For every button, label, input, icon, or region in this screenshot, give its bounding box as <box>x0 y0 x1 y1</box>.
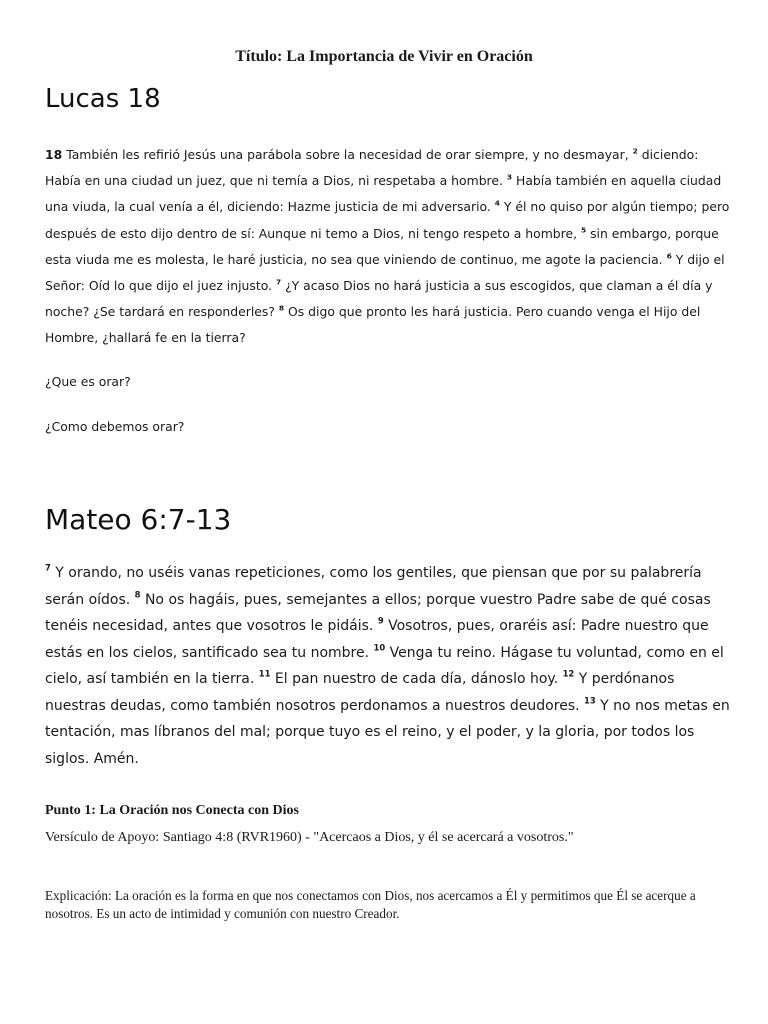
verse-text: Y dijo el Señor: Oíd lo que dijo el juez injusto. <box>45 251 725 294</box>
verse-number: 7 <box>45 562 51 573</box>
verse-number: 12 <box>562 668 575 679</box>
verse-number: 13 <box>584 695 596 706</box>
verse-number: 4 <box>494 198 500 208</box>
document-title: Título: La Importancia de Vivir en Oración <box>235 48 533 65</box>
verse-number: 6 <box>666 251 672 261</box>
mateo-passage <box>45 560 730 772</box>
lucas-passage <box>45 142 730 352</box>
verse-number: 11 <box>258 668 271 679</box>
verse-text: Había también en aquella ciudad una viuda, la cual venía a él, diciendo: Hazme justicia de mi adversario. <box>45 173 722 215</box>
verse-text: No os hagáis, pues, semejantes a ellos; porque vuestro Padre sabe de qué cosas tenéis necesidad, antes que vosotros le pidáis. <box>45 591 711 634</box>
verse-text: Os digo que pronto les hará justicia. Pero cuando venga el Hijo del Hombre, ¿hallará fe en la tierra? <box>45 304 701 346</box>
verse-text: Vosotros, pues, oraréis así: Padre nuestro que estás en los cielos, santificado sea tu nombre. <box>45 618 709 661</box>
verse-text: sin embargo, porque esta viuda me es molesta, le haré justicia, no sea que viniendo de continuo, me agote la paciencia. <box>45 225 719 267</box>
verse-text: Y él no quiso por algún tiempo; pero después de esto dijo dentro de sí: Aunque ni temo a Dios, ni tengo respeto a hombre, <box>45 199 730 241</box>
verse-number: 5 <box>580 225 587 235</box>
lucas-heading: Lucas 18 <box>45 84 161 114</box>
question-how-to-pray: ¿Como debemos orar? <box>45 419 185 434</box>
verse-text: También les refirió Jesús una parábola sobre la necesidad de orar siempre, y no desmayar, <box>62 147 633 162</box>
verse-text: ¿Y acaso Dios no hará justicia a sus escogidos, que claman a él día y noche? ¿Se tardará en responderles? <box>45 278 713 320</box>
point-1-explanation: Explicación: La oración es la forma en que nos conectamos con Dios, nos acercamos a Él y permitimos que Él se acerque a nosotros. Es un acto de intimidad y comunión con nuestro Creador. <box>45 888 696 921</box>
verse-number: 8 <box>134 589 141 600</box>
point-1-title: Punto 1: La Oración nos Conecta con Dios <box>45 803 299 818</box>
chapter-number: 18 <box>45 147 63 162</box>
verse-text: Y orando, no uséis vanas repeticiones, como los gentiles, que piensan que por su palabrería serán oídos. <box>45 565 702 608</box>
verse-number: 3 <box>506 172 513 182</box>
verse-text: diciendo: Había en una ciudad un juez, que ni temía a Dios, ni respetaba a hombre. <box>45 147 699 189</box>
verse-text: El pan nuestro de cada día, dánoslo hoy. <box>274 671 563 687</box>
verse-text: Y no nos metas en tentación, mas líbranos del mal; porque tuyo es el reino, y el poder, y la gloria, por todos los siglos. Amén. <box>45 697 730 767</box>
verse-number: 9 <box>377 615 384 626</box>
verse-text: Y perdónanos nuestras deudas, como también nosotros perdonamos a nuestros deudores. <box>45 671 675 714</box>
mateo-heading: Mateo 6:7-13 <box>45 503 232 536</box>
verse-text: Venga tu reino. Hágase tu voluntad, como en el cielo, así también en la tierra. <box>45 644 724 687</box>
question-what-is-prayer: ¿Que es orar? <box>45 374 131 389</box>
point-1-support-verse: Versículo de Apoyo: Santiago 4:8 (RVR1960) - "Acercaos a Dios, y él se acercará a vosotros." <box>45 830 574 845</box>
verse-number: 7 <box>275 277 282 287</box>
verse-number: 8 <box>278 303 285 313</box>
verse-number: 2 <box>632 146 638 156</box>
verse-number: 10 <box>373 642 386 653</box>
